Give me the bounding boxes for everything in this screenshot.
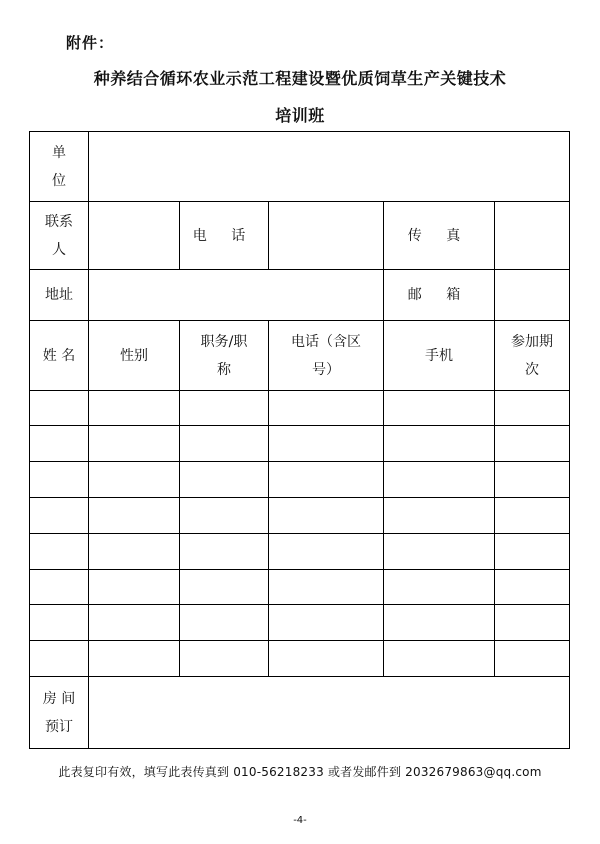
unit-label-line1: 单 — [52, 144, 66, 161]
attendee-cell[interactable] — [180, 641, 269, 677]
attendee-cell[interactable] — [89, 641, 180, 677]
attendee-cell[interactable] — [384, 641, 495, 677]
attendee-cell[interactable] — [30, 391, 89, 426]
attendee-cell[interactable] — [384, 570, 495, 605]
contact-label-cell — [30, 202, 89, 270]
attendee-cell[interactable] — [384, 605, 495, 641]
attendee-cell[interactable] — [495, 391, 570, 426]
col-session-line2: 次 — [525, 361, 540, 378]
attendee-cell[interactable] — [30, 426, 89, 462]
attendee-cell[interactable] — [269, 498, 384, 534]
attendee-cell[interactable] — [89, 426, 180, 462]
attendee-cell[interactable] — [384, 534, 495, 570]
attendee-cell[interactable] — [30, 498, 89, 534]
room-input-cell[interactable] — [89, 677, 570, 749]
attendee-cell[interactable] — [269, 426, 384, 462]
attendee-cell[interactable] — [269, 605, 384, 641]
attendee-row — [30, 426, 570, 462]
attendee-cell[interactable] — [180, 426, 269, 462]
attendee-cell[interactable] — [495, 641, 570, 677]
attendee-cell[interactable] — [495, 498, 570, 534]
attendee-row — [30, 570, 570, 605]
attendee-cell[interactable] — [180, 391, 269, 426]
attendee-cell[interactable] — [269, 641, 384, 677]
column-header-row — [30, 321, 570, 391]
attendee-cell[interactable] — [30, 462, 89, 498]
registration-form-table — [29, 131, 570, 749]
phone-input-cell[interactable] — [269, 202, 384, 270]
attendee-row — [30, 391, 570, 426]
attendee-cell[interactable] — [495, 534, 570, 570]
phone-label-cell: 电 话 — [180, 202, 269, 270]
attachment-label: 附件： — [66, 34, 115, 52]
col-mobile-header: 手机 — [384, 321, 495, 391]
attendee-cell[interactable] — [384, 462, 495, 498]
col-session-line1: 参加期 — [511, 333, 554, 350]
page-number: -4- — [293, 815, 307, 826]
contact-label-line2: 人 — [52, 241, 66, 258]
attendee-cell[interactable] — [269, 534, 384, 570]
attendee-cell[interactable] — [495, 462, 570, 498]
attendee-cell[interactable] — [269, 391, 384, 426]
address-input-cell[interactable] — [89, 270, 384, 321]
attendee-row — [30, 498, 570, 534]
address-row — [30, 270, 570, 321]
unit-input-cell[interactable] — [89, 132, 570, 202]
attendee-cell[interactable] — [180, 498, 269, 534]
attendee-row — [30, 462, 570, 498]
attendee-cell[interactable] — [384, 426, 495, 462]
attendee-cell[interactable] — [89, 534, 180, 570]
attendee-cell[interactable] — [89, 605, 180, 641]
contact-input-cell[interactable] — [89, 202, 180, 270]
room-label-cell — [30, 677, 89, 749]
room-booking-row — [30, 677, 570, 749]
unit-label-line2: 位 — [52, 172, 66, 189]
attendee-cell[interactable] — [180, 570, 269, 605]
unit-label-cell — [30, 132, 89, 202]
attendee-cell[interactable] — [89, 498, 180, 534]
attendee-cell[interactable] — [30, 570, 89, 605]
col-name-header: 姓 名 — [30, 321, 89, 391]
attendee-cell[interactable] — [269, 462, 384, 498]
attendee-cell[interactable] — [384, 498, 495, 534]
contact-label-line1: 联系 — [45, 213, 73, 230]
attendee-cell[interactable] — [180, 605, 269, 641]
unit-row — [30, 132, 570, 202]
col-position-line2: 称 — [217, 361, 231, 378]
attendee-cell[interactable] — [89, 462, 180, 498]
room-label-line1: 房 间 — [42, 690, 76, 707]
attendee-cell[interactable] — [30, 641, 89, 677]
email-input-cell[interactable] — [495, 270, 570, 321]
attendee-cell[interactable] — [180, 534, 269, 570]
col-gender-header: 性别 — [89, 321, 180, 391]
attendee-row — [30, 605, 570, 641]
attendee-row — [30, 641, 570, 677]
col-position-line1: 职务/职 — [200, 333, 248, 350]
attendee-cell[interactable] — [180, 462, 269, 498]
col-session-header — [495, 321, 570, 391]
room-label-line2: 预订 — [45, 718, 73, 735]
attendee-cell[interactable] — [30, 605, 89, 641]
col-phone-area-line1: 电话（含区 — [291, 333, 361, 350]
attendee-cell[interactable] — [384, 391, 495, 426]
attendee-cell[interactable] — [89, 391, 180, 426]
col-position-header — [180, 321, 269, 391]
attendee-cell[interactable] — [30, 534, 89, 570]
form-subtitle: 培训班 — [275, 106, 325, 125]
fax-label-cell: 传 真 — [384, 202, 495, 270]
attendee-cell[interactable] — [89, 570, 180, 605]
address-label-cell: 地址 — [30, 270, 89, 321]
col-phone-area-header — [269, 321, 384, 391]
attendee-cell[interactable] — [269, 570, 384, 605]
attendee-row — [30, 534, 570, 570]
footer-note: 此表复印有效，填写此表传真到 010-56218233 或者发邮件到 2032679863@qq.com — [58, 765, 542, 779]
attendee-cell[interactable] — [495, 605, 570, 641]
form-title: 种养结合循环农业示范工程建设暨优质饲草生产关键技术 — [93, 69, 507, 88]
email-label-cell: 邮 箱 — [384, 270, 495, 321]
attendee-cell[interactable] — [495, 426, 570, 462]
contact-row — [30, 202, 570, 270]
fax-input-cell[interactable] — [495, 202, 570, 270]
attendee-cell[interactable] — [495, 570, 570, 605]
col-phone-area-line2: 号） — [312, 361, 340, 378]
